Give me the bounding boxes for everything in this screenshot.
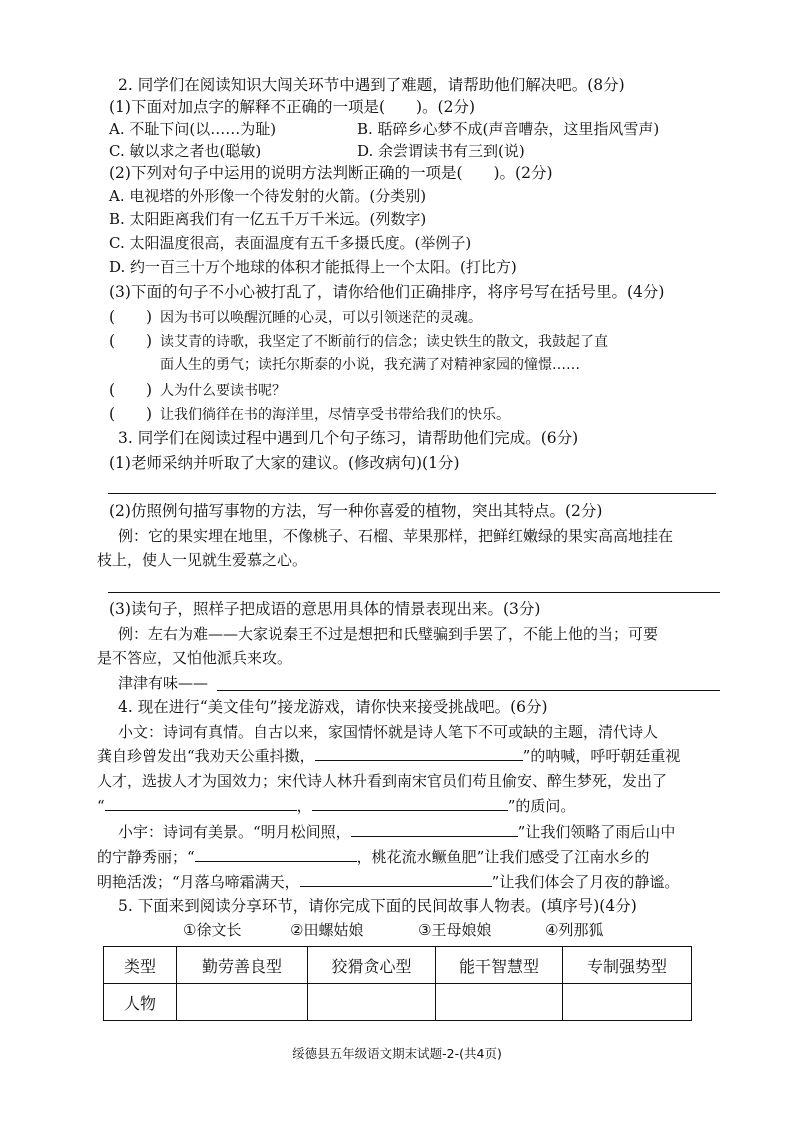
q4-blank-6[interactable] — [300, 872, 492, 887]
q4-p1-line2 — [97, 746, 680, 766]
q4-p2-line1-text-b: ”让我们领略了雨后山中 — [517, 823, 676, 841]
q4-p2-line3 — [97, 872, 679, 892]
q2-3-paren-4[interactable]: ( ) — [109, 405, 153, 423]
q4-p1-line4-text: ”的质问。 — [507, 797, 576, 815]
q4-p2-line2-text-b: ，桃花流水鳜鱼肥”让我们感受了江南水乡的 — [356, 848, 650, 866]
q2-3-item-1: 因为书可以唤醒沉睡的心灵，可以引领迷茫的灵魂。 — [160, 310, 482, 326]
q3-3-example-line1: 例：左右为难——大家说秦王不过是想把和氏璧骗到手罢了，不能上他的当；可要 — [118, 625, 659, 643]
q2-2-option-d: D. 约一百三十万个地球的体积才能抵得上一个太阳。(打比方) — [109, 258, 517, 276]
q3-2-stem: (2)仿照例句描写事物的方法，写一种你喜爱的植物，突出其特点。(2分) — [109, 502, 603, 520]
table-header-cell: 类型 — [104, 947, 177, 984]
q4-p2-line2-text-a: 的宁静秀丽；“ — [97, 848, 195, 866]
q5-title: 5. 下面来到阅读分享环节，请你完成下面的民间故事人物表。(填序号)(4分) — [118, 897, 637, 915]
q3-3-example-line2: 是不答应，又怕他派兵来攻。 — [97, 649, 293, 667]
q4-p1-line4 — [97, 796, 575, 816]
table-answer-cell[interactable] — [436, 984, 563, 1021]
page-footer: 绥德县五年级语文期末试题-2-(共4页) — [292, 1046, 502, 1061]
table-header-cell: 勤劳善良型 — [177, 947, 308, 984]
q4-p2-line3-text-b: ”让我们体会了月夜的静谧。 — [491, 873, 680, 891]
q2-3-paren-3[interactable]: ( ) — [109, 381, 153, 399]
table-header-row — [104, 947, 692, 984]
q3-1-answer-line[interactable] — [108, 493, 716, 494]
q2-1-option-c: C. 敏以求之者也(聪敏) — [109, 142, 262, 160]
q2-2-option-c: C. 太阳温度很高，表面温度有五千多摄氏度。(举例子) — [109, 234, 472, 252]
q4-p1-line4-comma: ， — [296, 797, 312, 815]
q2-3-item-3: 人为什么要读书呢？ — [160, 383, 286, 399]
q3-1-stem: (1)老师采纳并听取了大家的建议。(修改病句)(1分) — [109, 454, 460, 472]
q2-1-option-d: D. 余尝谓读书有三到(说) — [357, 142, 525, 160]
q2-2-stem: (2)下列对句子中运用的说明方法判断正确的一项是( )。(2分) — [109, 164, 553, 182]
q4-p2-line3-text-a: 明艳活泼；“月落乌啼霜满天， — [97, 873, 300, 891]
table-answer-cell[interactable] — [177, 984, 308, 1021]
q3-2-example-line2: 枝上，使人一见就生爱慕之心。 — [97, 551, 308, 569]
q2-3-item-2a: 读艾青的诗歌，我坚定了不断前行的信念；读史铁生的散文，我鼓起了直 — [160, 334, 608, 350]
q3-3-idiom: 津津有味—— — [118, 674, 209, 692]
table-answer-cell[interactable] — [563, 984, 692, 1021]
q3-3-stem: (3)读句子，照样子把成语的意思用具体的情景表现出来。(3分) — [109, 600, 541, 618]
table-answer-cell[interactable] — [308, 984, 436, 1021]
table-header-cell: 能干智慧型 — [436, 947, 563, 984]
q4-blank-4[interactable] — [351, 822, 518, 837]
q2-2-option-a: A. 电视塔的外形像一个待发射的火箭。(分类别) — [109, 187, 427, 205]
q2-3-paren-1[interactable]: ( ) — [109, 308, 153, 326]
table-header-cell: 专制强势型 — [563, 947, 692, 984]
q3-2-example-line1: 例：它的果实埋在地里，不像桃子、石榴、苹果那样，把鲜红嫩绿的果实高高地挂在 — [118, 527, 674, 545]
q2-3-paren-2[interactable]: ( ) — [109, 332, 153, 350]
q4-p2-line1-text-a: 小宇：诗词有美景。“明月松间照， — [118, 823, 351, 841]
q2-1-option-a: A. 不耻下问(以……为耻) — [109, 120, 277, 138]
q2-3-item-2b: 面人生的勇气；读托尔斯泰的小说，我充满了对精神家园的憧憬…… — [160, 357, 580, 373]
q2-1-option-b: B. 聒碎乡心梦不成(声音嘈杂，这里指风雪声) — [357, 120, 660, 138]
table-row — [104, 984, 692, 1021]
q3-2-answer-line[interactable] — [108, 592, 720, 593]
q2-3-item-4: 让我们徜徉在书的海洋里，尽情享受书带给我们的快乐。 — [160, 407, 510, 423]
q4-blank-3[interactable] — [312, 796, 508, 811]
q2-3-stem: (3)下面的句子不小心被打乱了，请你给他们正确排序，将序号写在括号里。(4分) — [109, 283, 665, 301]
q4-p1-line4-open-quote: “ — [97, 797, 105, 815]
q4-blank-2[interactable] — [105, 796, 297, 811]
q4-blank-5[interactable] — [195, 847, 357, 862]
q4-p1-line2-text-b: ”的呐喊，呼吁朝廷重视 — [522, 747, 681, 765]
q4-p1-line3: 人才，选拔人才为国效力；宋代诗人林升看到南宋官员们苟且偷安、醉生梦死，发出了 — [97, 772, 668, 790]
q2-title: 2. 同学们在阅读知识大闯关环节中遇到了难题，请帮助他们解决吧。(8分) — [118, 76, 625, 94]
q2-1-stem: (1)下面对加点字的解释不正确的一项是( )。(2分) — [109, 98, 476, 116]
q4-p2-line1 — [118, 822, 675, 842]
q5-name-2: ②田螺姑娘 — [290, 921, 364, 939]
q2-2-option-b: B. 太阳距离我们有一亿五千万千米远。(列数字) — [109, 210, 427, 228]
table-header-cell: 狡猾贪心型 — [308, 947, 436, 984]
q4-p2-line2 — [97, 847, 649, 867]
q4-title: 4. 现在进行“美文佳句”接龙游戏，请你快来接受挑战吧。(6分) — [118, 698, 548, 716]
folk-story-table — [103, 946, 692, 1021]
q4-blank-1[interactable] — [315, 746, 523, 761]
q5-name-1: ①徐文长 — [183, 921, 242, 939]
q4-p1-line1: 小文：诗词有真情。自古以来，家国情怀就是诗人笔下不可或缺的主题，清代诗人 — [118, 723, 659, 741]
table-row-label: 人物 — [104, 984, 177, 1021]
q5-name-4: ④列那狐 — [545, 921, 604, 939]
q4-p1-line2-text-a: 龚自珍曾发出“我劝天公重抖擞， — [97, 747, 315, 765]
q3-3-answer-line[interactable] — [217, 690, 720, 691]
q5-name-3: ③王母娘娘 — [418, 921, 492, 939]
q3-title: 3. 同学们在阅读过程中遇到几个句子练习，请帮助他们完成。(6分) — [118, 429, 579, 447]
